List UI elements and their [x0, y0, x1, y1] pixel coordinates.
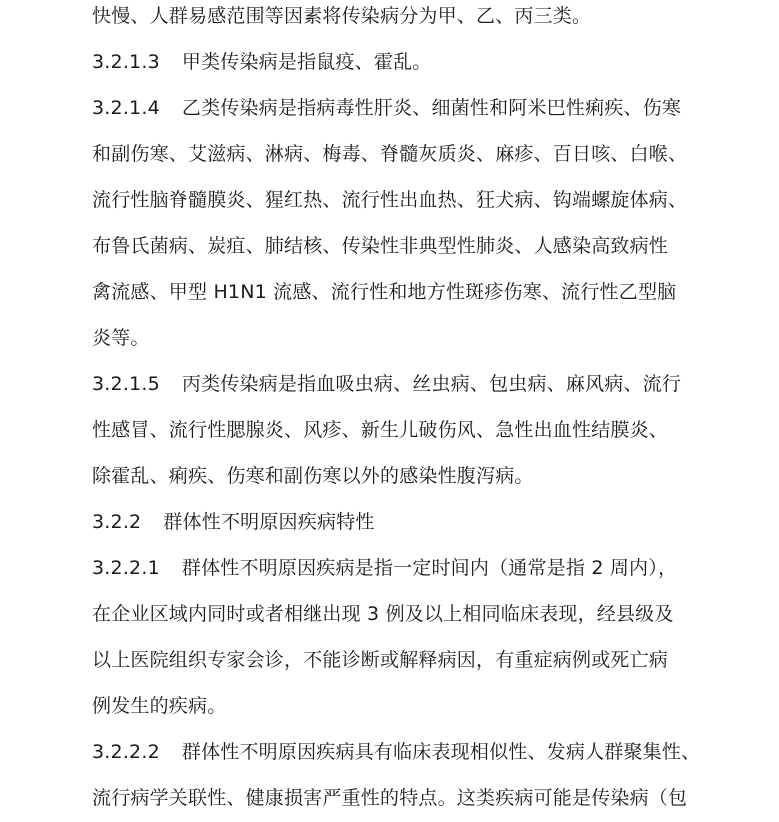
- section-3-2-1-3: [92, 50, 732, 74]
- line-text: 除霍乱、痢疾、伤寒和副伤寒以外的感染性腹泻病。: [92, 465, 534, 487]
- section-heading: 群体性不明原因疾病特性: [163, 511, 375, 533]
- line-text: 流行性脑脊髓膜炎、猩红热、流行性出血热、狂犬病、钩端螺旋体病、: [92, 189, 688, 211]
- section-3-2-2-2: [92, 740, 732, 764]
- paragraph-line: [92, 188, 732, 212]
- paragraph-line: [92, 280, 732, 304]
- line-text: 乙类传染病是指病毒性肝炎、细菌性和阿米巴性痢疾、伤寒: [181, 97, 682, 119]
- paragraph-line: [92, 142, 732, 166]
- line-text: 性感冒、流行性腮腺炎、风疹、新生儿破伤风、急性出血性结膜炎、: [92, 419, 669, 441]
- section-3-2-2: [92, 510, 732, 534]
- section-number: 3.2.1.4: [92, 97, 160, 119]
- section-number: 3.2.1.3: [92, 51, 160, 73]
- paragraph-line: [92, 4, 732, 28]
- line-text: 快慢、人群易感范围等因素将传染病分为甲、乙、丙三类。: [92, 5, 592, 27]
- section-3-2-1-4: [92, 96, 732, 120]
- paragraph-line: [92, 234, 732, 258]
- paragraph-line: [92, 326, 732, 350]
- paragraph-line: [92, 602, 732, 626]
- line-text: 流行病学关联性、健康损害严重性的特点。这类疾病可能是传染病（包: [92, 787, 688, 809]
- line-text: 在企业区域内同时或者相继出现 3 例及以上相同临床表现，经县级及: [92, 603, 674, 625]
- paragraph-line: [92, 786, 732, 810]
- paragraph-line: [92, 464, 732, 488]
- section-number: 3.2.2: [92, 511, 142, 533]
- section-number: 3.2.1.5: [92, 373, 160, 395]
- section-3-2-2-1: [92, 556, 732, 580]
- line-text: 甲类传染病是指鼠疫、霍乱。: [181, 51, 432, 73]
- section-number: 3.2.2.2: [92, 741, 160, 763]
- paragraph-line: [92, 694, 732, 718]
- line-text: 例发生的疾病。: [92, 695, 227, 717]
- line-text: 群体性不明原因疾病具有临床表现相似性、发病人群聚集性、: [181, 741, 701, 763]
- line-text: 以上医院组织专家会诊，不能诊断或解释病因，有重症病例或死亡病: [92, 649, 669, 671]
- section-number: 3.2.2.1: [92, 557, 160, 579]
- line-text: 群体性不明原因疾病是指一定时间内（通常是指 2 周内），: [181, 557, 678, 579]
- line-text: 布鲁氏菌病、炭疽、肺结核、传染性非典型性肺炎、人感染高致病性: [92, 235, 669, 257]
- paragraph-line: [92, 418, 732, 442]
- line-text: 炎等。: [92, 327, 150, 349]
- paragraph-line: [92, 648, 732, 672]
- line-text: 丙类传染病是指血吸虫病、丝虫病、包虫病、麻风病、流行: [181, 373, 682, 395]
- section-3-2-1-5: [92, 372, 732, 396]
- line-text: 禽流感、甲型 H1N1 流感、流行性和地方性斑疹伤寒、流行性乙型脑: [92, 281, 677, 303]
- line-text: 和副伤寒、艾滋病、淋病、梅毒、脊髓灰质炎、麻疹、百日咳、白喉、: [92, 143, 688, 165]
